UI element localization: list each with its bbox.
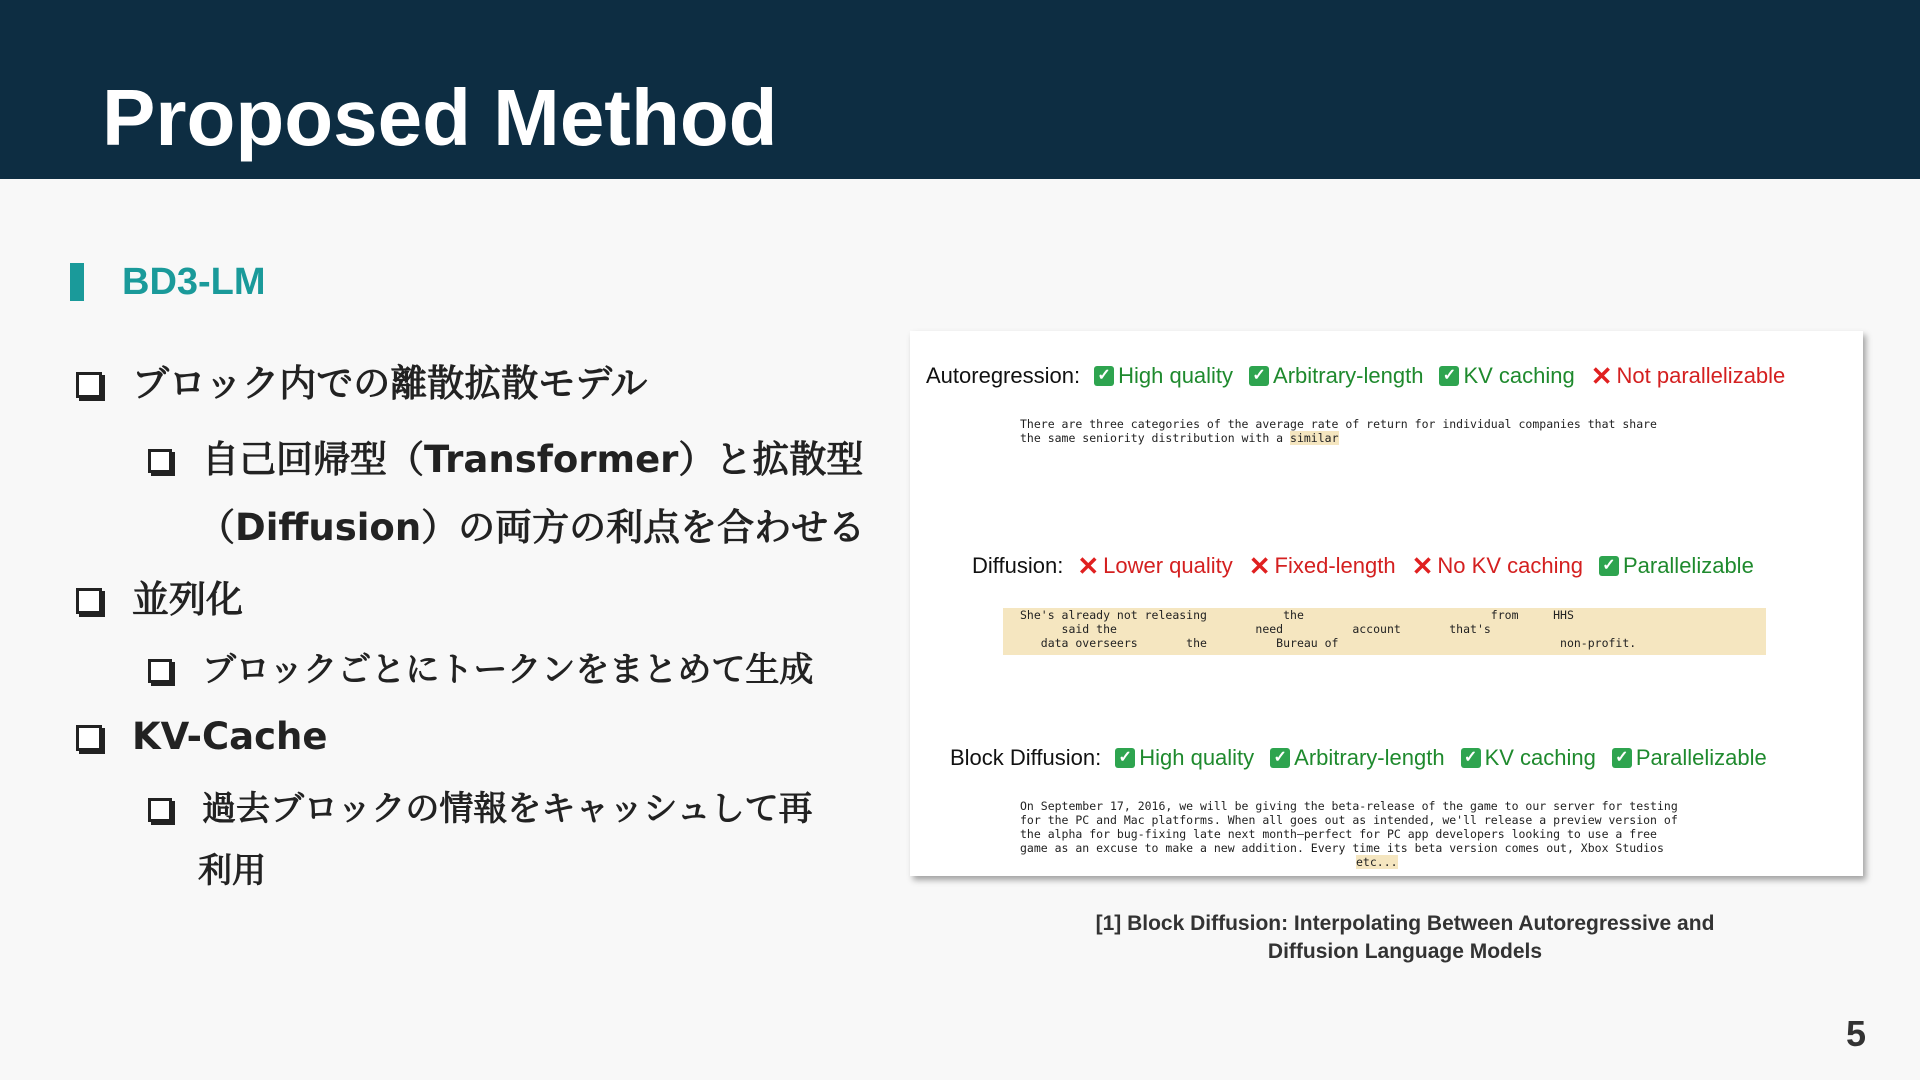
block-diffusion-sample-line: the alpha for bug-fixing late next month—perfect for PC app developers looking to use a free	[1020, 827, 1657, 841]
block-diffusion-sample-line: for the PC and Mac platforms. When all goes out as intended, we'll release a preview version of	[1020, 813, 1678, 827]
check-icon: ✓	[1439, 366, 1459, 386]
bullet-text-continuation: 利用	[198, 851, 266, 891]
diffusion-sample-line: She's already not releasing the from HHS	[1020, 608, 1574, 622]
autoregression-sample-line	[1020, 431, 1339, 445]
property-label: Lower quality	[1103, 553, 1233, 578]
property-label: High quality	[1118, 363, 1234, 388]
cross-icon: ✕	[1411, 551, 1434, 581]
bullet-ar-diffusion-merge	[144, 434, 863, 486]
property-label: Arbitrary-length	[1294, 745, 1445, 770]
bullet-kv-cache	[72, 711, 327, 763]
property-label: Parallelizable	[1622, 553, 1754, 578]
comparison-figure	[910, 331, 1863, 876]
bullet-text: ブロックごとにトークンをまとめて生成	[202, 650, 814, 690]
property-label: KV caching	[1463, 363, 1575, 388]
checkbox-bullet-icon	[148, 449, 172, 473]
cross-icon: ✕	[1077, 551, 1100, 581]
checkbox-bullet-icon	[76, 372, 102, 398]
property-label: Fixed-length	[1274, 553, 1396, 578]
check-icon: ✓	[1249, 366, 1269, 386]
block-diffusion-sample-line: On September 17, 2016, we will be giving the beta-release of the game to our server for testing	[1020, 799, 1678, 813]
check-icon: ✓	[1115, 748, 1135, 768]
property-label: No KV caching	[1437, 553, 1583, 578]
autoregression-row	[926, 363, 1801, 389]
property-label: High quality	[1139, 745, 1255, 770]
bullet-cache-reuse	[144, 784, 813, 834]
cross-icon: ✕	[1590, 361, 1613, 391]
section-accent-bar	[70, 263, 84, 301]
autoregression-sample-line: There are three categories of the average rate of return for individual companies that share	[1020, 417, 1657, 431]
caption-line: Diffusion Language Models	[1267, 940, 1543, 963]
check-icon: ✓	[1612, 748, 1632, 768]
diffusion-sample-line: said the need account that's	[1020, 622, 1491, 636]
check-icon: ✓	[1094, 366, 1114, 386]
bullet-text: KV-Cache	[132, 715, 328, 758]
section-heading: BD3-LM	[122, 261, 266, 303]
property-label: Not parallelizable	[1616, 363, 1786, 388]
property-label: Parallelizable	[1635, 745, 1767, 770]
bullet-text: 自己回帰型（Transformer）と拡散型	[202, 438, 864, 481]
bullet-text: ブロック内での離散拡散モデル	[132, 362, 648, 405]
diffusion-row	[972, 553, 1770, 579]
bullet-text: 過去ブロックの情報をキャッシュして再	[202, 789, 813, 829]
property-label: Arbitrary-length	[1273, 363, 1424, 388]
checkbox-bullet-icon	[76, 588, 102, 614]
checkbox-bullet-icon	[148, 659, 172, 683]
autoregression-label: Autoregression:	[926, 363, 1081, 388]
sample-text: the same seniority distribution with a	[1020, 431, 1291, 445]
property-label: KV caching	[1484, 745, 1596, 770]
check-icon: ✓	[1270, 748, 1290, 768]
diffusion-label: Diffusion:	[972, 553, 1064, 578]
checkbox-bullet-icon	[76, 725, 102, 751]
highlighted-token: similar	[1290, 431, 1339, 445]
page-title: Proposed Method	[102, 73, 778, 162]
check-icon: ✓	[1461, 748, 1481, 768]
highlighted-token: etc...	[1356, 855, 1398, 869]
bullet-text-continuation: （Diffusion）の両方の利点を合わせる	[198, 506, 866, 549]
title-bar	[0, 0, 1920, 179]
bullet-parallelization	[72, 574, 243, 626]
cross-icon: ✕	[1248, 551, 1271, 581]
block-diffusion-label: Block Diffusion:	[950, 745, 1102, 770]
block-diffusion-row	[950, 745, 1783, 771]
page-number: 5	[1846, 1013, 1867, 1054]
bullet-text: 並列化	[132, 578, 243, 621]
block-diffusion-sample-line	[1356, 855, 1398, 869]
caption-line: [1] Block Diffusion: Interpolating Between Autoregressive and	[1095, 912, 1715, 935]
block-diffusion-sample-line: game as an excuse to make a new addition. Every time its beta version comes out, Xbox Studios	[1020, 841, 1664, 855]
bullet-block-token-generation	[144, 645, 813, 695]
figure-caption	[1010, 910, 1800, 966]
bullet-discrete-diffusion	[72, 358, 647, 410]
check-icon: ✓	[1599, 556, 1619, 576]
diffusion-sample-line: data overseers the Bureau of non-profit.	[1020, 636, 1637, 650]
checkbox-bullet-icon	[148, 798, 172, 822]
